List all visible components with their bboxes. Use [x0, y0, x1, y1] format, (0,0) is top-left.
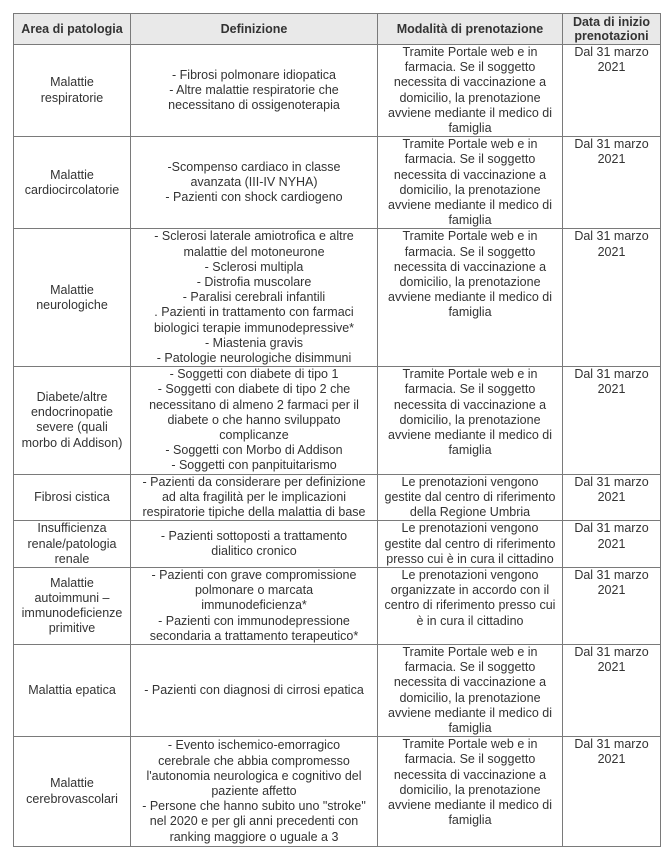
cell-modalita-line: famiglia [448, 443, 492, 458]
cell-area-line: respiratorie [40, 90, 104, 105]
cell-modalita-line: centro di riferimento presso cui [384, 598, 556, 613]
cell-definizione-line: - Soggetti con Morbo di Addison [165, 443, 343, 458]
cell-data [563, 367, 661, 474]
cell-data [563, 45, 661, 137]
cell-area [14, 45, 131, 137]
cell-area-line: severe (quali [36, 420, 108, 435]
cell-definizione [131, 737, 378, 847]
cell-modalita-line: domicilio, la prenotazione [399, 275, 541, 290]
cell-definizione-line: - Soggetti con diabete di tipo 1 [169, 367, 339, 382]
cell-area-line: endocrinopatie [30, 405, 113, 420]
cell-modalita-line: necessita di vaccinazione a [393, 675, 547, 690]
cell-modalita-line: famiglia [448, 720, 492, 735]
cell-area [14, 367, 131, 474]
cell-area-line: autoimmuni – [34, 590, 110, 605]
table-row [14, 737, 661, 847]
cell-area-line: renale [54, 551, 90, 566]
cell-definizione-line: paziente affetto [211, 784, 297, 799]
cell-definizione [131, 474, 378, 521]
cell-modalita-line: Tramite Portale web e in [402, 737, 538, 752]
header-definizione: Definizione [131, 14, 378, 45]
cell-area-line: Malattie [50, 75, 94, 90]
cell-modalita-line: Le prenotazioni vengono [401, 567, 539, 582]
cell-definizione-line: immunodeficienza* [201, 598, 307, 613]
cell-modalita-line: necessita di vaccinazione a [393, 75, 547, 90]
cell-modalita-line: necessita di vaccinazione a [393, 397, 547, 412]
cell-definizione-line: - Paralisi cerebrali infantili [182, 290, 326, 305]
cell-definizione-line: l'autonomia neurologica e cognitivo del [146, 768, 362, 783]
cell-area [14, 644, 131, 736]
cell-area-line: Insufficienza [37, 521, 107, 536]
cell-data-line: Dal 31 marzo [574, 474, 649, 489]
cell-modalita-line: domicilio, la prenotazione [399, 412, 541, 427]
cell-modalita [378, 137, 563, 229]
cell-modalita [378, 229, 563, 367]
cell-area-line: Malattie [50, 776, 94, 791]
cell-definizione-line: - Sclerosi laterale amiotrofica e altre [154, 229, 354, 244]
table-row [14, 521, 661, 568]
cell-modalita-line: necessita di vaccinazione a [393, 259, 547, 274]
cell-modalita-line: avviene mediante il medico di [388, 705, 552, 720]
cell-modalita-line: Le prenotazioni vengono [401, 521, 539, 536]
cell-modalita [378, 567, 563, 644]
cell-data-line: 2021 [597, 152, 626, 167]
cell-modalita-line: domicilio, la prenotazione [399, 690, 541, 705]
cell-data-line: 2021 [597, 489, 626, 504]
cell-data [563, 644, 661, 736]
cell-data-line: Dal 31 marzo [574, 521, 649, 536]
cell-modalita-line: organizzate in accordo con il [390, 583, 550, 598]
cell-definizione-line: - Pazienti con shock cardiogeno [165, 190, 343, 205]
cell-definizione-line: malattie del motoneurone [183, 244, 325, 259]
cell-area [14, 137, 131, 229]
cell-definizione-line: biologici terapie immunodepressive* [153, 320, 355, 335]
cell-modalita-line: gestite dal centro di riferimento [384, 489, 556, 504]
cell-modalita-line: farmacia. Se il soggetto [404, 244, 536, 259]
table-row [14, 137, 661, 229]
cell-modalita-line: è in cura il cittadino [416, 613, 524, 628]
cell-definizione-line: - Persone che hanno subito uno "stroke" [142, 799, 366, 814]
cell-definizione-line: ranking maggiore o uguale a 3 [169, 829, 339, 844]
cell-modalita-line: avviene mediante il medico di [388, 290, 552, 305]
cell-modalita-line: Tramite Portale web e in [402, 229, 538, 244]
cell-data-line: Dal 31 marzo [574, 567, 649, 582]
cell-modalita-line: farmacia. Se il soggetto [404, 60, 536, 75]
cell-modalita [378, 644, 563, 736]
cell-definizione-line: - Pazienti sottoposti a trattamento [160, 528, 348, 543]
cell-modalita-line: Tramite Portale web e in [402, 45, 538, 59]
cell-area [14, 737, 131, 847]
cell-modalita-line: famiglia [448, 305, 492, 320]
cell-modalita-line: Tramite Portale web e in [402, 367, 538, 382]
cell-definizione [131, 137, 378, 229]
cell-modalita [378, 737, 563, 847]
cell-definizione-line: dialitico cronico [211, 544, 297, 559]
cell-definizione [131, 367, 378, 474]
cell-area [14, 474, 131, 521]
table-row [14, 567, 661, 644]
cell-area [14, 521, 131, 568]
cell-data-line: Dal 31 marzo [574, 137, 649, 152]
cell-data [563, 474, 661, 521]
header-modalita: Modalità di prenotazione [378, 14, 563, 45]
cell-definizione-line: . Pazienti in trattamento con farmaci [154, 305, 354, 320]
cell-modalita-line: necessita di vaccinazione a [393, 167, 547, 182]
cell-data-line: Dal 31 marzo [574, 45, 649, 59]
cell-area-line: primitive [48, 621, 96, 636]
cell-definizione [131, 644, 378, 736]
cell-area-line: Malattie [50, 282, 94, 297]
cell-modalita-line: farmacia. Se il soggetto [404, 660, 536, 675]
cell-modalita-line: della Regione Umbria [409, 505, 531, 520]
cell-data-line: Dal 31 marzo [574, 229, 649, 244]
eligibility-table [13, 13, 661, 847]
cell-data-line: Dal 31 marzo [574, 644, 649, 659]
cell-modalita-line: gestite dal centro di riferimento [384, 536, 556, 551]
cell-definizione-line: - Soggetti con panpituitarismo [171, 458, 337, 473]
cell-definizione-line: - Distrofia muscolare [196, 275, 312, 290]
cell-definizione-line: -Scompenso cardiaco in classe [167, 160, 341, 175]
cell-modalita-line: farmacia. Se il soggetto [404, 752, 536, 767]
cell-area-line: Malattie [50, 167, 94, 182]
cell-area-line: renale/patologia [27, 536, 117, 551]
table-header-row [14, 14, 661, 45]
cell-data-line: Dal 31 marzo [574, 367, 649, 382]
cell-modalita-line: domicilio, la prenotazione [399, 782, 541, 797]
cell-modalita-line: avviene mediante il medico di [388, 105, 552, 120]
cell-modalita-line: avviene mediante il medico di [388, 428, 552, 443]
table-row [14, 474, 661, 521]
cell-modalita-line: Tramite Portale web e in [402, 137, 538, 152]
cell-modalita-line: Tramite Portale web e in [402, 644, 538, 659]
cell-data [563, 737, 661, 847]
cell-modalita-line: Le prenotazioni vengono [401, 474, 539, 489]
cell-data-line: 2021 [597, 536, 626, 551]
cell-area-line: cerebrovascolari [26, 791, 118, 806]
cell-modalita-line: domicilio, la prenotazione [399, 90, 541, 105]
cell-definizione-line: - Altre malattie respiratorie che [169, 83, 339, 97]
cell-definizione-line: nel 2020 e per gli anni precedenti con [149, 814, 359, 829]
table-row [14, 45, 661, 137]
cell-definizione-line: - Miastenia gravis [205, 335, 303, 350]
cell-data-line: 2021 [597, 583, 626, 598]
cell-area-line: immunodeficienze [21, 605, 123, 620]
cell-modalita-line: avviene mediante il medico di [388, 797, 552, 812]
cell-definizione-line: secondaria a trattamento terapeutico* [149, 628, 359, 643]
cell-area [14, 229, 131, 367]
cell-definizione-line: polmonare o marcata [194, 583, 314, 598]
cell-definizione-line: - Evento ischemico-emorragico [167, 738, 341, 753]
cell-definizione [131, 521, 378, 568]
cell-definizione [131, 45, 378, 137]
cell-definizione-line: necessitano di ossigenoterapia [168, 98, 340, 113]
cell-area-line: Fibrosi cistica [34, 489, 110, 504]
cell-area [14, 567, 131, 644]
cell-definizione-line: - Patologie neurologiche disimmuni [156, 351, 352, 366]
cell-definizione-line: - Pazienti con immunodepressione [158, 613, 350, 628]
cell-area-line: cardiocircolatorie [24, 182, 120, 197]
cell-area-line: Diabete/altre [36, 390, 108, 405]
table-row [14, 644, 661, 736]
cell-modalita [378, 367, 563, 474]
cell-definizione [131, 567, 378, 644]
cell-definizione-line: - Pazienti con diagnosi di cirrosi epatica [144, 682, 364, 697]
cell-data-line: 2021 [597, 244, 626, 259]
cell-data [563, 137, 661, 229]
cell-modalita-line: presso cui è in cura il cittadino [386, 551, 554, 566]
cell-definizione-line: - Fibrosi polmonare idiopatica [172, 67, 336, 82]
cell-data-line: 2021 [597, 752, 626, 767]
cell-definizione-line: diabete o che hanno sviluppato [167, 412, 341, 427]
cell-modalita [378, 474, 563, 521]
table-row [14, 229, 661, 367]
cell-data-line: 2021 [597, 382, 626, 397]
cell-area-line: Malattia epatica [28, 682, 116, 697]
cell-data-line: 2021 [597, 60, 626, 75]
cell-definizione-line: - Sclerosi multipla [204, 259, 304, 274]
cell-data [563, 521, 661, 568]
cell-definizione [131, 229, 378, 367]
cell-definizione-line: respiratorie tipiche della malattia di base [142, 505, 366, 520]
cell-definizione-line: ad alta fragilità per le implicazioni [161, 489, 347, 504]
cell-definizione-line: - Soggetti con diabete di tipo 2 che [157, 382, 351, 397]
header-data: Data di inizio prenotazioni [563, 14, 661, 45]
cell-modalita-line: famiglia [448, 213, 492, 228]
cell-modalita-line: domicilio, la prenotazione [399, 182, 541, 197]
cell-definizione-line: avanzata (III-IV NYHA) [190, 175, 318, 190]
cell-area-line: Malattie [50, 575, 94, 590]
cell-modalita-line: famiglia [448, 813, 492, 828]
cell-modalita [378, 45, 563, 137]
cell-modalita-line: farmacia. Se il soggetto [404, 152, 536, 167]
cell-definizione-line: necessitano di almeno 2 farmaci per il [149, 397, 359, 412]
cell-definizione-line: - Pazienti da considerare per definizione [142, 474, 366, 489]
cell-area-line: neurologiche [36, 297, 108, 312]
cell-data-line: 2021 [597, 660, 626, 675]
cell-data [563, 229, 661, 367]
cell-data-line: Dal 31 marzo [574, 737, 649, 752]
cell-data [563, 567, 661, 644]
cell-modalita-line: avviene mediante il medico di [388, 198, 552, 213]
cell-modalita-line: famiglia [448, 121, 492, 136]
cell-area-line: morbo di Addison) [21, 435, 123, 450]
cell-modalita [378, 521, 563, 568]
cell-definizione-line: - Pazienti con grave compromissione [151, 567, 357, 582]
cell-definizione-line: cerebrale che abbia compromesso [158, 753, 350, 768]
cell-definizione-line: complicanze [219, 428, 289, 443]
cell-modalita-line: necessita di vaccinazione a [393, 767, 547, 782]
cell-modalita-line: farmacia. Se il soggetto [404, 382, 536, 397]
header-area: Area di patologia [14, 14, 131, 45]
table-row [14, 367, 661, 474]
